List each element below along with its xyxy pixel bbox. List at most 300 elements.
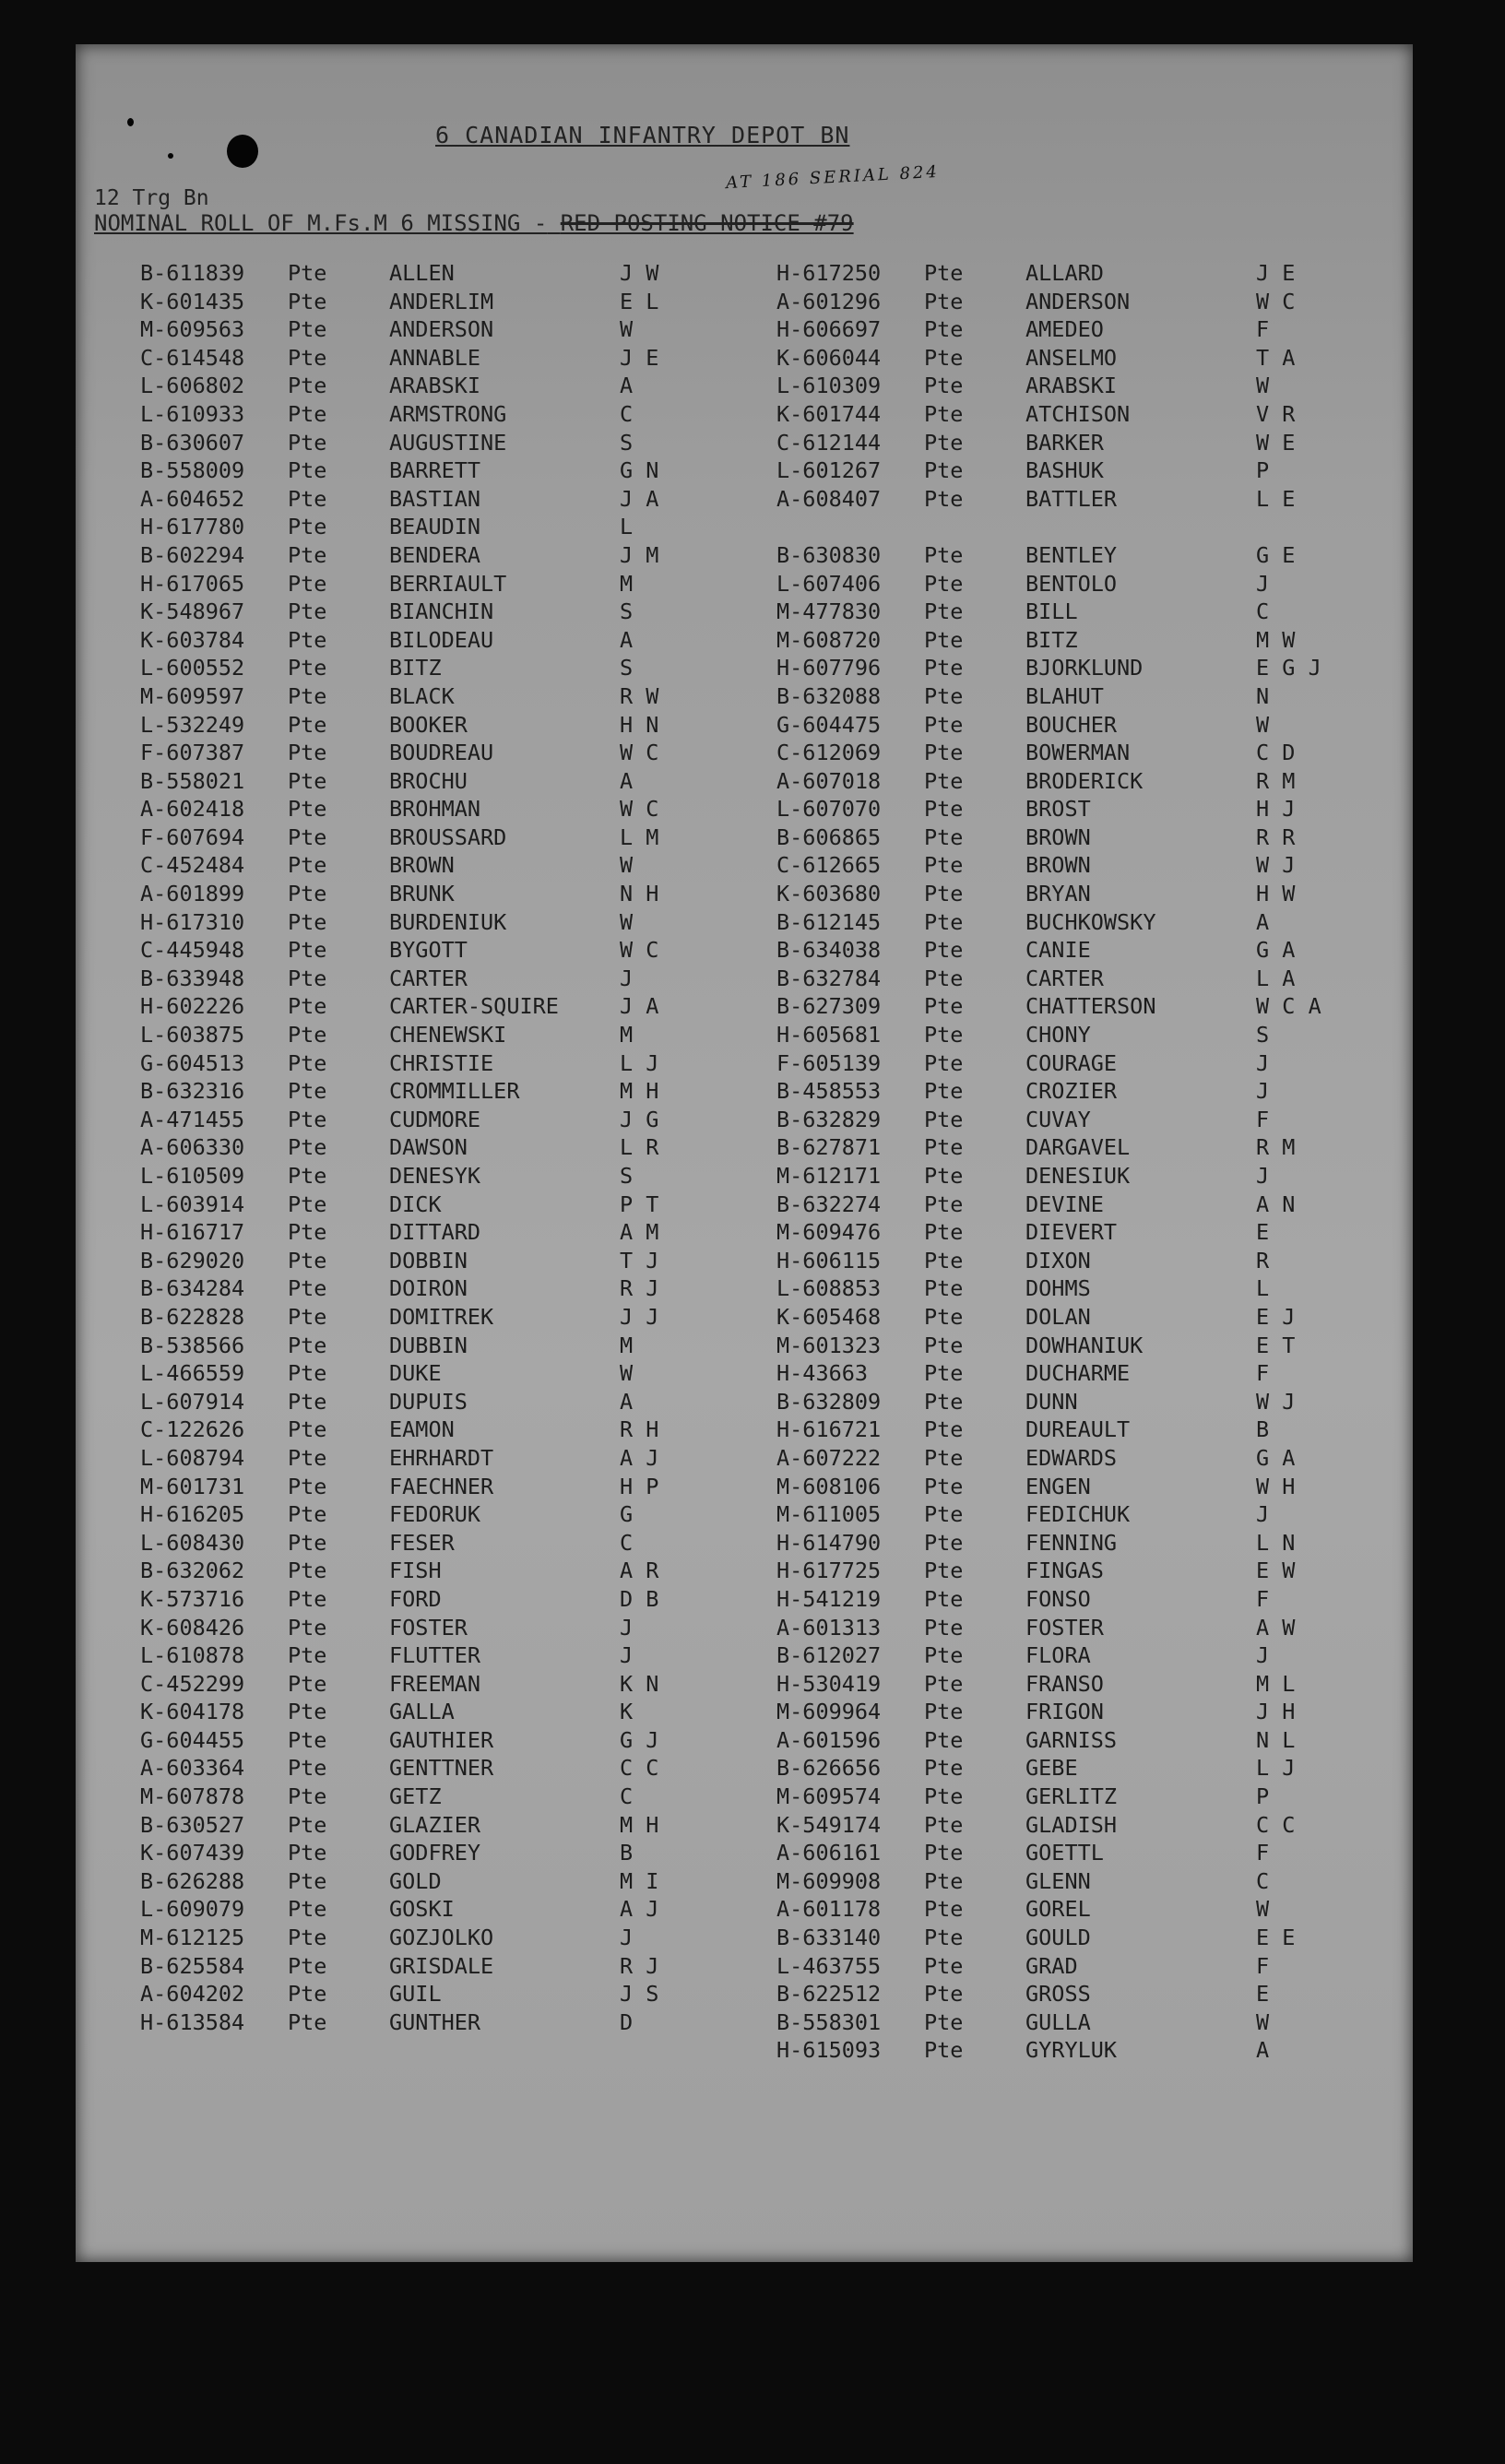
surname: ANDERSON xyxy=(389,316,494,343)
regimental-number: L-607914 xyxy=(140,1388,245,1415)
initials: W xyxy=(1256,373,1270,399)
regimental-number: M-608106 xyxy=(776,1473,882,1499)
regimental-number: L-609079 xyxy=(140,1896,245,1923)
regimental-number: M-612171 xyxy=(776,1163,882,1189)
rank: Pte xyxy=(288,1303,327,1330)
initials: M xyxy=(620,1022,634,1048)
surname: BROUSSARD xyxy=(389,823,507,850)
surname: DOIRON xyxy=(389,1275,468,1302)
rank: Pte xyxy=(288,1840,327,1866)
regimental-number: L-603875 xyxy=(140,1022,245,1048)
rank: Pte xyxy=(924,1585,964,1612)
surname: FEDICHUK xyxy=(1025,1501,1131,1528)
initials: L N xyxy=(1256,1529,1296,1556)
surname: ANDERSON xyxy=(1025,288,1131,314)
surname: CUDMORE xyxy=(389,1106,481,1132)
surname: ATCHISON xyxy=(1025,400,1131,427)
rank: Pte xyxy=(288,260,327,286)
regimental-number: L-606802 xyxy=(140,373,245,399)
rank: Pte xyxy=(924,1867,964,1894)
rank: Pte xyxy=(924,1416,964,1443)
rank: Pte xyxy=(288,1585,327,1612)
regimental-number: F-607694 xyxy=(140,823,245,850)
regimental-number: K-608426 xyxy=(140,1614,245,1641)
initials: A R xyxy=(620,1558,659,1584)
punch-mark xyxy=(168,153,173,159)
rank: Pte xyxy=(288,1558,327,1584)
initials: J xyxy=(1256,1078,1270,1105)
initials: J M xyxy=(620,541,659,568)
surname: BENDERA xyxy=(389,541,481,568)
initials: L R xyxy=(620,1134,659,1161)
initials: C xyxy=(620,400,634,427)
surname: BLACK xyxy=(389,682,455,709)
surname: EAMON xyxy=(389,1416,455,1443)
rank: Pte xyxy=(924,1952,964,1979)
rank: Pte xyxy=(288,429,327,456)
punch-mark xyxy=(127,118,134,126)
initials: F xyxy=(1256,1106,1270,1132)
surname: DOWHANIUK xyxy=(1025,1332,1144,1358)
regimental-number: G-604513 xyxy=(140,1049,245,1076)
surname: GALLA xyxy=(389,1699,455,1725)
surname: DENESIUK xyxy=(1025,1163,1131,1189)
rank: Pte xyxy=(288,514,327,540)
rank: Pte xyxy=(924,598,964,625)
rank: Pte xyxy=(924,1303,964,1330)
regimental-number: A-601313 xyxy=(776,1614,882,1641)
surname: BASTIAN xyxy=(389,485,481,512)
surname: FORD xyxy=(389,1585,442,1612)
initials: W C xyxy=(620,937,659,964)
rank: Pte xyxy=(924,1726,964,1753)
initials: J xyxy=(1256,1049,1270,1076)
initials: W xyxy=(1256,711,1270,738)
surname: DUNN xyxy=(1025,1388,1078,1415)
roll-title xyxy=(94,210,854,236)
regimental-number: B-626288 xyxy=(140,1867,245,1894)
initials: A M xyxy=(620,1219,659,1246)
surname: GOSKI xyxy=(389,1896,455,1923)
surname: DOMITREK xyxy=(389,1303,494,1330)
regimental-number: H-613584 xyxy=(140,2008,245,2035)
handwritten-note: AT 186 SERIAL 824 xyxy=(725,161,941,194)
regimental-number: B-633948 xyxy=(140,965,245,991)
rank: Pte xyxy=(288,796,327,823)
regimental-number: K-601435 xyxy=(140,288,245,314)
surname: BRYAN xyxy=(1025,881,1091,907)
regimental-number: A-608407 xyxy=(776,485,882,512)
regimental-number: B-632829 xyxy=(776,1106,882,1132)
initials: C C xyxy=(1256,1811,1296,1838)
rank: Pte xyxy=(288,1049,327,1076)
surname: BILL xyxy=(1025,598,1078,625)
regimental-number: L-603914 xyxy=(140,1191,245,1217)
regimental-number: B-625584 xyxy=(140,1952,245,1979)
initials: A xyxy=(1256,2037,1270,2064)
battalion-label: 12 Trg Bn xyxy=(94,186,209,210)
rank: Pte xyxy=(288,1811,327,1838)
initials: P xyxy=(1256,1783,1270,1810)
surname: DITTARD xyxy=(389,1219,481,1246)
regimental-number: C-452484 xyxy=(140,852,245,879)
regimental-number: A-601178 xyxy=(776,1896,882,1923)
initials: P xyxy=(1256,457,1270,484)
regimental-number: B-630527 xyxy=(140,1811,245,1838)
surname: GUNTHER xyxy=(389,2008,481,2035)
rank: Pte xyxy=(288,570,327,597)
rank: Pte xyxy=(288,1275,327,1302)
rank: Pte xyxy=(288,1867,327,1894)
rank: Pte xyxy=(288,1332,327,1358)
regimental-number: M-609908 xyxy=(776,1867,882,1894)
rank: Pte xyxy=(288,1670,327,1697)
regimental-number: A-601596 xyxy=(776,1726,882,1753)
initials: L J xyxy=(1256,1755,1296,1782)
surname: GLAZIER xyxy=(389,1811,481,1838)
rank: Pte xyxy=(288,1642,327,1669)
surname: CUVAY xyxy=(1025,1106,1091,1132)
initials: G A xyxy=(1256,937,1296,964)
rank: Pte xyxy=(288,682,327,709)
initials: W J xyxy=(1256,1388,1296,1415)
surname: BROHMAN xyxy=(389,796,481,823)
rank: Pte xyxy=(288,1416,327,1443)
surname: FRANSO xyxy=(1025,1670,1104,1697)
surname: ENGEN xyxy=(1025,1473,1091,1499)
regimental-number: F-607387 xyxy=(140,740,245,766)
surname: ARABSKI xyxy=(1025,373,1118,399)
rank: Pte xyxy=(288,1219,327,1246)
initials: A W xyxy=(1256,1614,1296,1641)
initials: W C xyxy=(620,796,659,823)
initials: D B xyxy=(620,1585,659,1612)
surname: CANIE xyxy=(1025,937,1091,964)
rank: Pte xyxy=(924,823,964,850)
rank: Pte xyxy=(924,937,964,964)
rank: Pte xyxy=(924,1134,964,1161)
rank: Pte xyxy=(288,767,327,794)
regimental-number: H-616717 xyxy=(140,1219,245,1246)
initials: C C xyxy=(620,1755,659,1782)
initials: D xyxy=(620,2008,634,2035)
surname: FLORA xyxy=(1025,1642,1091,1669)
initials: J J xyxy=(620,1303,659,1330)
surname: FOSTER xyxy=(389,1614,468,1641)
initials: N H xyxy=(620,881,659,907)
initials: J xyxy=(620,1642,634,1669)
surname: AUGUSTINE xyxy=(389,429,507,456)
regimental-number: B-629020 xyxy=(140,1247,245,1273)
initials: K xyxy=(620,1699,634,1725)
regimental-number: A-471455 xyxy=(140,1106,245,1132)
initials: J W xyxy=(620,260,659,286)
regimental-number: M-609964 xyxy=(776,1699,882,1725)
regimental-number: A-602418 xyxy=(140,796,245,823)
surname: GYRYLUK xyxy=(1025,2037,1118,2064)
rank: Pte xyxy=(288,993,327,1020)
regimental-number: K-548967 xyxy=(140,598,245,625)
initials: G N xyxy=(620,457,659,484)
initials: W xyxy=(620,1360,634,1387)
surname: GOLD xyxy=(389,1867,442,1894)
regimental-number: C-122626 xyxy=(140,1416,245,1443)
surname: CARTER xyxy=(389,965,468,991)
rank: Pte xyxy=(924,626,964,653)
rank: Pte xyxy=(924,1811,964,1838)
regimental-number: C-445948 xyxy=(140,937,245,964)
rank: Pte xyxy=(924,541,964,568)
surname: GOREL xyxy=(1025,1896,1091,1923)
rank: Pte xyxy=(924,1529,964,1556)
rank: Pte xyxy=(924,2037,964,2064)
surname: FONSO xyxy=(1025,1585,1091,1612)
rank: Pte xyxy=(288,937,327,964)
surname: BIANCHIN xyxy=(389,598,494,625)
rank: Pte xyxy=(924,1783,964,1810)
regimental-number: L-610309 xyxy=(776,373,882,399)
surname: GETZ xyxy=(389,1783,442,1810)
rank: Pte xyxy=(288,457,327,484)
initials: E W xyxy=(1256,1558,1296,1584)
rank: Pte xyxy=(924,316,964,343)
rank: Pte xyxy=(924,1078,964,1105)
rank: Pte xyxy=(288,288,327,314)
initials: G E xyxy=(1256,541,1296,568)
rank: Pte xyxy=(924,993,964,1020)
surname: BASHUK xyxy=(1025,457,1104,484)
regimental-number: B-632784 xyxy=(776,965,882,991)
regimental-number: H-615093 xyxy=(776,2037,882,2064)
regimental-number: B-458553 xyxy=(776,1078,882,1105)
initials: W C xyxy=(1256,288,1296,314)
rank: Pte xyxy=(288,1022,327,1048)
regimental-number: C-612144 xyxy=(776,429,882,456)
regimental-number: L-607406 xyxy=(776,570,882,597)
initials: R M xyxy=(1256,1134,1296,1161)
surname: FRIGON xyxy=(1025,1699,1104,1725)
initials: A xyxy=(620,373,634,399)
initials: E E xyxy=(1256,1925,1296,1951)
initials: J xyxy=(1256,570,1270,597)
rank: Pte xyxy=(288,1191,327,1217)
surname: BURDENIUK xyxy=(389,908,507,935)
regimental-number: H-616205 xyxy=(140,1501,245,1528)
rank: Pte xyxy=(924,1670,964,1697)
initials: E G J xyxy=(1256,655,1321,681)
surname: BRODERICK xyxy=(1025,767,1144,794)
regimental-number: K-605468 xyxy=(776,1303,882,1330)
rank: Pte xyxy=(288,655,327,681)
rank: Pte xyxy=(924,1022,964,1048)
initials: W xyxy=(1256,1896,1270,1923)
regimental-number: M-609574 xyxy=(776,1783,882,1810)
regimental-number: B-632316 xyxy=(140,1078,245,1105)
initials: M I xyxy=(620,1867,659,1894)
surname: BROWN xyxy=(1025,823,1091,850)
rank: Pte xyxy=(924,457,964,484)
surname: BLAHUT xyxy=(1025,682,1104,709)
regimental-number: B-602294 xyxy=(140,541,245,568)
initials: S xyxy=(620,598,634,625)
surname: GAUTHIER xyxy=(389,1726,494,1753)
surname: ANNABLE xyxy=(389,344,481,371)
regimental-number: A-601899 xyxy=(140,881,245,907)
regimental-number: B-632062 xyxy=(140,1558,245,1584)
rank: Pte xyxy=(924,429,964,456)
surname: FISH xyxy=(389,1558,442,1584)
rank: Pte xyxy=(924,1558,964,1584)
initials: J H xyxy=(1256,1699,1296,1725)
regimental-number: M-612125 xyxy=(140,1925,245,1951)
initials: T J xyxy=(620,1247,659,1273)
rank: Pte xyxy=(288,1247,327,1273)
regimental-number: H-606697 xyxy=(776,316,882,343)
regimental-number: A-603364 xyxy=(140,1755,245,1782)
ink-blot-mark xyxy=(227,135,258,168)
regimental-number: B-627871 xyxy=(776,1134,882,1161)
rank: Pte xyxy=(924,1388,964,1415)
rank: Pte xyxy=(288,344,327,371)
regimental-number: C-612665 xyxy=(776,852,882,879)
surname: BATTLER xyxy=(1025,485,1118,512)
surname: CHENEWSKI xyxy=(389,1022,507,1048)
regimental-number: H-617065 xyxy=(140,570,245,597)
rank: Pte xyxy=(924,1360,964,1387)
rank: Pte xyxy=(288,598,327,625)
initials: M xyxy=(620,1332,634,1358)
rank: Pte xyxy=(924,796,964,823)
document-page xyxy=(76,44,1413,2262)
rank: Pte xyxy=(924,373,964,399)
rank: Pte xyxy=(924,655,964,681)
surname: BROST xyxy=(1025,796,1091,823)
surname: BOWERMAN xyxy=(1025,740,1131,766)
surname: DOLAN xyxy=(1025,1303,1091,1330)
initials: L xyxy=(1256,1275,1270,1302)
rank: Pte xyxy=(924,1473,964,1499)
rank: Pte xyxy=(288,485,327,512)
surname: ANDERLIM xyxy=(389,288,494,314)
regimental-number: L-610509 xyxy=(140,1163,245,1189)
surname: BRUNK xyxy=(389,881,455,907)
regimental-number: K-601744 xyxy=(776,400,882,427)
initials: V R xyxy=(1256,400,1296,427)
surname: BARKER xyxy=(1025,429,1104,456)
surname: BENTLEY xyxy=(1025,541,1118,568)
surname: DUCHARME xyxy=(1025,1360,1131,1387)
surname: GULLA xyxy=(1025,2008,1091,2035)
regimental-number: H-616721 xyxy=(776,1416,882,1443)
rank: Pte xyxy=(924,2008,964,2035)
rank: Pte xyxy=(288,1134,327,1161)
rank: Pte xyxy=(288,1529,327,1556)
initials: J xyxy=(1256,1642,1270,1669)
regimental-number: B-612027 xyxy=(776,1642,882,1669)
regimental-number: L-608794 xyxy=(140,1444,245,1471)
surname: CARTER-SQUIRE xyxy=(389,993,559,1020)
initials: C D xyxy=(1256,740,1296,766)
surname: DEVINE xyxy=(1025,1191,1104,1217)
initials: J A xyxy=(620,485,659,512)
regimental-number: A-604202 xyxy=(140,1981,245,2008)
initials: J E xyxy=(1256,260,1296,286)
regimental-number: B-630830 xyxy=(776,541,882,568)
rank: Pte xyxy=(924,1106,964,1132)
regimental-number: L-463755 xyxy=(776,1952,882,1979)
regimental-number: L-600552 xyxy=(140,655,245,681)
surname: FENNING xyxy=(1025,1529,1118,1556)
surname: FAECHNER xyxy=(389,1473,494,1499)
rank: Pte xyxy=(288,852,327,879)
surname: BEAUDIN xyxy=(389,514,481,540)
surname: BILODEAU xyxy=(389,626,494,653)
regimental-number: A-604652 xyxy=(140,485,245,512)
rank: Pte xyxy=(288,1981,327,2008)
regimental-number: H-617780 xyxy=(140,514,245,540)
rank: Pte xyxy=(288,823,327,850)
initials: J S xyxy=(620,1981,659,2008)
rank: Pte xyxy=(924,1896,964,1923)
regimental-number: H-606115 xyxy=(776,1247,882,1273)
rank: Pte xyxy=(288,1106,327,1132)
initials: E L xyxy=(620,288,659,314)
regimental-number: H-43663 xyxy=(776,1360,869,1387)
initials: M L xyxy=(1256,1670,1296,1697)
rank: Pte xyxy=(924,1275,964,1302)
initials: A N xyxy=(1256,1191,1296,1217)
regimental-number: M-609476 xyxy=(776,1219,882,1246)
initials: R H xyxy=(620,1416,659,1443)
rank: Pte xyxy=(924,1699,964,1725)
initials: M xyxy=(620,570,634,597)
rank: Pte xyxy=(924,400,964,427)
surname: GARNISS xyxy=(1025,1726,1118,1753)
regimental-number: L-607070 xyxy=(776,796,882,823)
rank: Pte xyxy=(288,626,327,653)
initials: C xyxy=(1256,598,1270,625)
regimental-number: B-632809 xyxy=(776,1388,882,1415)
surname: CHRISTIE xyxy=(389,1049,494,1076)
surname: CROMMILLER xyxy=(389,1078,520,1105)
surname: FESER xyxy=(389,1529,455,1556)
surname: ARABSKI xyxy=(389,373,481,399)
initials: M H xyxy=(620,1078,659,1105)
initials: W H xyxy=(1256,1473,1296,1499)
initials: G A xyxy=(1256,1444,1296,1471)
regimental-number: B-633140 xyxy=(776,1925,882,1951)
rank: Pte xyxy=(288,1896,327,1923)
surname: FINGAS xyxy=(1025,1558,1104,1584)
initials: M W xyxy=(1256,626,1296,653)
rank: Pte xyxy=(288,1163,327,1189)
regimental-number: L-608853 xyxy=(776,1275,882,1302)
initials: J xyxy=(1256,1163,1270,1189)
surname: CHONY xyxy=(1025,1022,1091,1048)
rank: Pte xyxy=(924,1332,964,1358)
initials: R xyxy=(1256,1247,1270,1273)
surname: GUIL xyxy=(389,1981,442,2008)
surname: ALLEN xyxy=(389,260,455,286)
surname: DOHMS xyxy=(1025,1275,1091,1302)
initials: L E xyxy=(1256,485,1296,512)
regimental-number: B-622828 xyxy=(140,1303,245,1330)
initials: F xyxy=(1256,1585,1270,1612)
surname: DOBBIN xyxy=(389,1247,468,1273)
regimental-number: G-604455 xyxy=(140,1726,245,1753)
rank: Pte xyxy=(288,740,327,766)
regimental-number: B-626656 xyxy=(776,1755,882,1782)
